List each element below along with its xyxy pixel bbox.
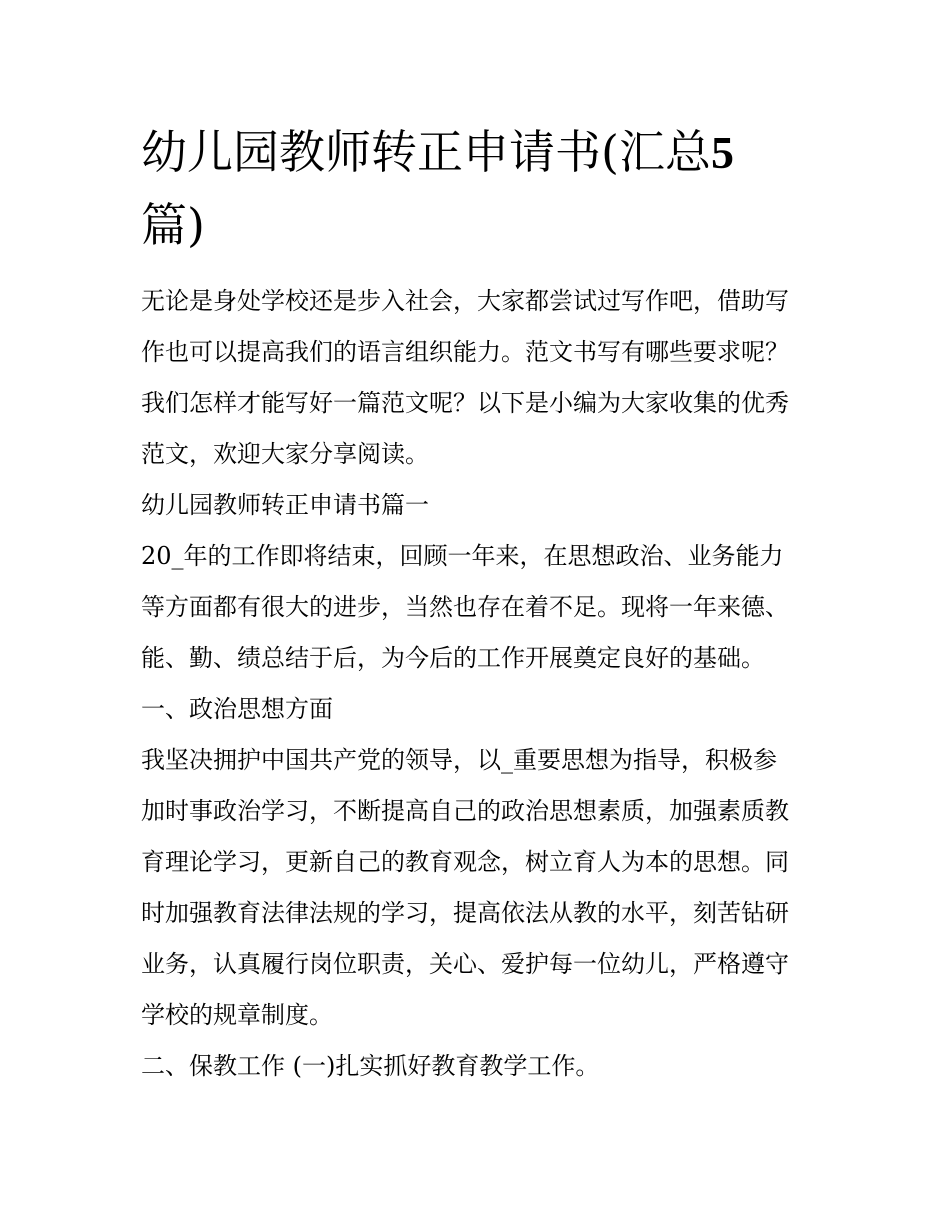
title-text: 幼儿园教师转正申请书(汇总 xyxy=(141,125,711,179)
section-heading: 幼儿园教师转正申请书篇一 xyxy=(141,491,429,519)
body-line: 能、勤、绩总结于后，为今后的工作开展奠定良好的基础。 xyxy=(141,644,765,672)
body-line: 学校的规章制度。 xyxy=(141,1001,333,1029)
body-line: 我们怎样才能写好一篇范文呢？以下是小编为大家收集的优秀 xyxy=(141,389,789,417)
section-heading: 一、政治思想方面 xyxy=(141,695,333,723)
body-line: 时加强教育法律法规的学习，提高依法从教的水平，刻苦钻研 xyxy=(141,899,789,927)
body-line: 无论是身处学校还是步入社会，大家都尝试过写作吧，借助写 xyxy=(141,287,789,315)
body-line: 等方面都有很大的进步，当然也存在着不足。现将一年来德、 xyxy=(141,593,789,621)
section-heading: 二、保教工作 (一)扎实抓好教育教学工作。 xyxy=(141,1052,600,1080)
body-line: 业务，认真履行岗位职责，关心、爱护每一位幼儿，严格遵守 xyxy=(141,950,789,978)
body-line: 范文，欢迎大家分享阅读。 xyxy=(141,440,429,468)
document-title xyxy=(141,116,821,261)
body-line: 作也可以提高我们的语言组织能力。范文书写有哪些要求呢？ xyxy=(141,338,789,366)
body-line: 我坚决拥护中国共产党的领导，以_重要思想为指导，积极参 xyxy=(141,746,777,774)
body-line: 加时事政治学习，不断提高自己的政治思想素质，加强素质教 xyxy=(141,797,789,825)
document-body xyxy=(141,276,821,1092)
title-number: 5 xyxy=(710,127,734,178)
body-line: 育理论学习，更新自己的教育观念，树立育人为本的思想。同 xyxy=(141,848,789,876)
body-line: 20_年的工作即将结束，回顾一年来，在思想政治、业务能力 xyxy=(141,542,784,570)
title-end: 篇) xyxy=(141,198,205,252)
